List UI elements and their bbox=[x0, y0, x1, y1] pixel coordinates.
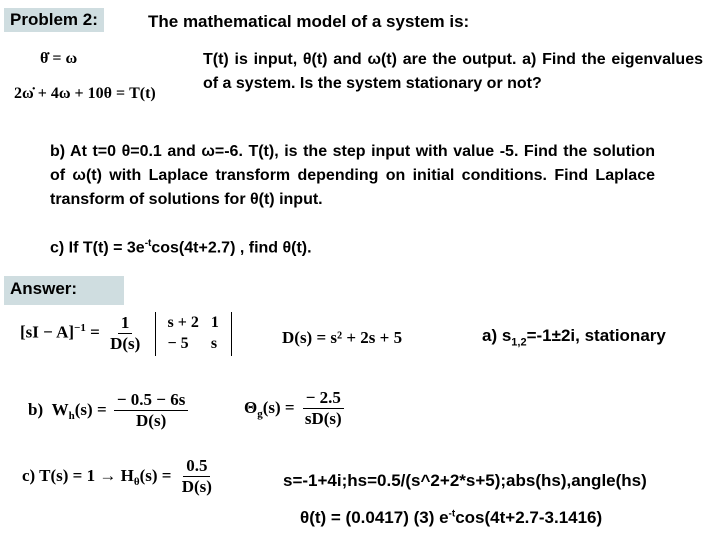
h-theta-equation: c) $T(s) = 1 \to H_\theta(s)$ = $\frac{0.5}{D(s)}$ bbox=[22, 456, 212, 497]
answer-label: Answer: bbox=[4, 276, 124, 305]
statement-part-a: T(t) is input, θ(t) and ω(t) are the output. a) Find the eigenvalues of a system. Is the system stationary or not? bbox=[203, 51, 703, 92]
inverse-matrix-equation: [sI − A]$^{-1}$ = $\frac{1}{D(s)}$ s + 2 1 − 5 s bbox=[20, 312, 232, 356]
theta-result: θ(t) = (0.0417) (3) $e^{-t}\cos(4t+2.7-3.1416)$ bbox=[300, 508, 603, 527]
answer-part-a: a) $s_{1,2}=-1\pm 2i$, stationary bbox=[482, 326, 666, 349]
wh-equation: b) $W_h(s)$ = $\frac{- 0.5 - 6s}{D(s)}$ bbox=[28, 390, 191, 432]
matrix: s + 2 1 − 5 s bbox=[155, 312, 232, 356]
ds-equation: D(s) = s² + 2s + 5 bbox=[282, 328, 403, 347]
statement-part-c: c) If $T(t) = 3e^{-t}\cos(4t+2.7)$ , find θ(t). bbox=[50, 238, 312, 257]
theta-g-equation: $\Theta_g(s)$ = $\frac{- 2.5}{sD(s)}$ bbox=[244, 388, 348, 430]
problem-label: Problem 2: bbox=[4, 8, 104, 32]
matlab-code: s=-1+4i;hs=0.5/(s^2+2*s+5);abs(hs),angle(hs) bbox=[283, 471, 647, 490]
model-equation-2: 2ω̇ + 4ω + 10θ = T(t) bbox=[14, 85, 156, 102]
intro-text: The mathematical model of a system is: bbox=[148, 12, 470, 31]
statement-part-b: b) At t=0 θ=0.1 and ω=-6. T(t), is the step input with value -5. Find the solution of ω(t) with Laplace transform depending on initial conditions. Find Laplace transform of solutions for θ(t) input. bbox=[50, 143, 655, 208]
model-equation-1: θ̇ = ω bbox=[40, 50, 78, 67]
